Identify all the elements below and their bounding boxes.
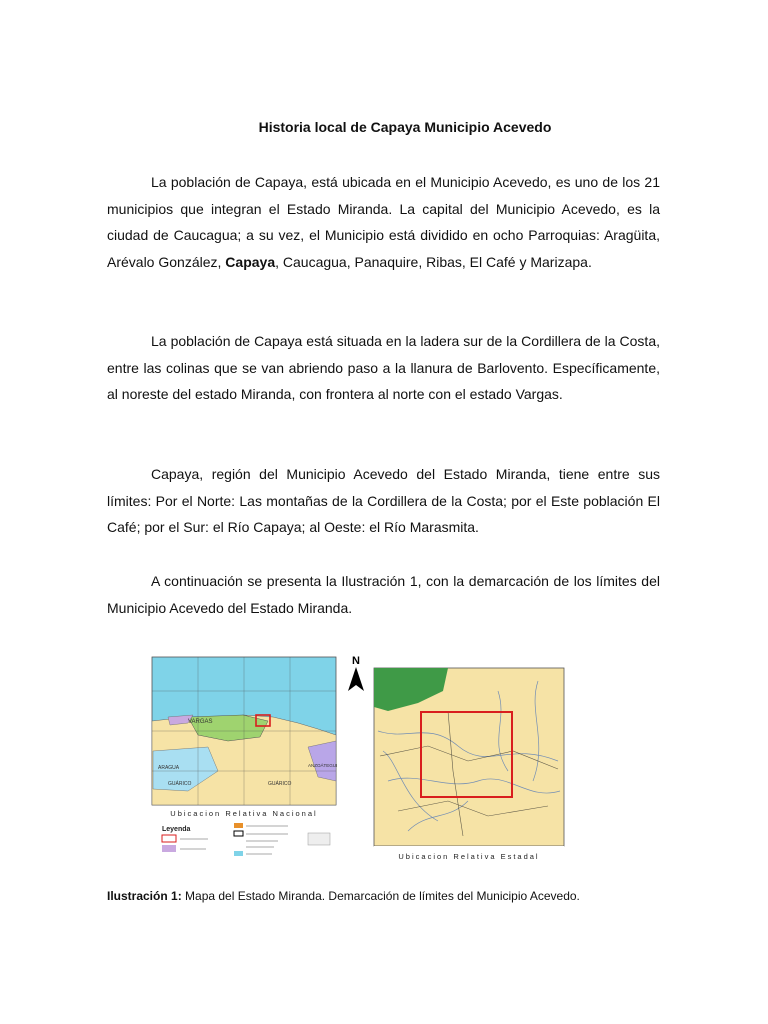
legend-swatch-2 (234, 831, 243, 836)
paragraph-2 (107, 328, 660, 408)
caption-label: Ilustración 1: (107, 889, 182, 903)
paragraph-1 (107, 169, 660, 276)
place-label-vargas: VARGAS (188, 719, 213, 725)
institution-logo (308, 833, 330, 845)
paragraph-1-text-end: , Caucagua, Panaquire, Ribas, El Café y Marizapa. (275, 254, 592, 271)
legend-swatch-1 (234, 823, 243, 828)
map-illustration (148, 651, 566, 866)
place-label-aragua: ARAGUA (158, 765, 180, 771)
paragraph-3 (107, 461, 660, 541)
map-figure (148, 651, 566, 866)
north-arrow (348, 655, 364, 691)
paragraph-1-text: La población de Capaya, está ubicada en el Municipio Acevedo, es uno de los 21 municipios que integran el Estado Miranda. La capital del Municipio Acevedo, es la ciudad de Caucagua; a su vez, el Municipio está dividido en ocho Parroquias: Aragüita, Arévalo González, (107, 174, 660, 271)
document-title: Historia local de Capaya Municipio Acevedo (258, 119, 552, 135)
legend-swatch-3 (234, 851, 243, 856)
legend-swatch-frame (162, 835, 176, 842)
place-label-anzoategui: ANZOÁTEGUI (308, 763, 338, 768)
north-arrow-icon (348, 667, 364, 691)
figure-caption (107, 889, 580, 903)
paragraph-1-bold: Capaya (225, 254, 276, 271)
state-map-subtitle: Ubicacion Relativa Estadal (398, 852, 540, 861)
caption-text: Mapa del Estado Miranda. Demarcación de límites del Municipio Acevedo. (181, 889, 580, 903)
legend-swatch-area (162, 845, 176, 852)
paragraph-3-text: Capaya, región del Municipio Acevedo del Estado Miranda, tiene entre sus límites: Por el Norte: Las montañas de la Cordillera de la Costa; por el Este población El Café; por el Sur: el Río Capaya; al Oeste: el Río Marasmita. (107, 466, 660, 536)
legend-title: Leyenda (162, 826, 191, 833)
paragraph-2-text: La población de Capaya está situada en la ladera sur de la Cordillera de la Costa, entre las colinas que se van abriendo paso a la llanura de Barlovento. Específicamente, al noreste del estado Miranda, con frontera al norte con el estado Vargas. (107, 333, 660, 403)
svg-text:N: N (352, 655, 360, 667)
place-label-guarico-1: GUÁRICO (168, 781, 192, 787)
paragraph-4-text: A continuación se presenta la Ilustración 1, con la demarcación de los límites del Municipio Acevedo del Estado Miranda. (107, 573, 660, 616)
place-label-guarico-2: GUÁRICO (268, 781, 292, 787)
state-map (374, 668, 564, 864)
national-map (152, 657, 337, 856)
paragraph-4 (107, 568, 660, 621)
national-map-subtitle: Ubicacion Relativa Nacional (170, 809, 318, 818)
